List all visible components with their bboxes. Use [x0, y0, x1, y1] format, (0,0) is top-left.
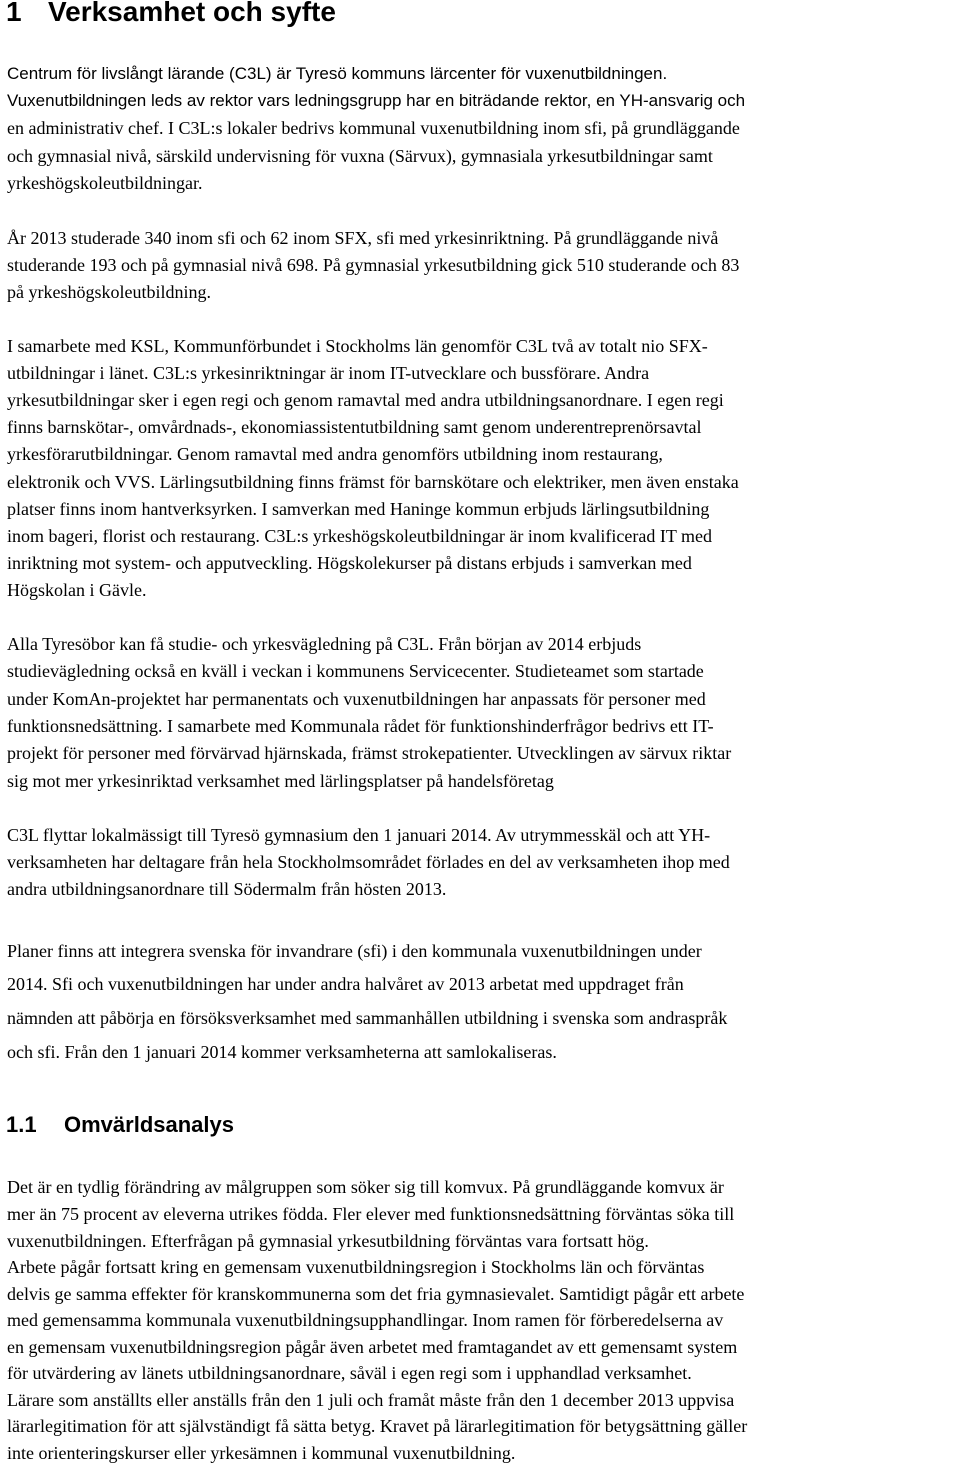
text-line: projekt för personer med förvärvad hjärnskada, främst strokepatienter. Utvecklingen av särvux riktar	[7, 743, 732, 763]
text-line: 2014. Sfi och vuxenutbildningen har under andra halvåret av 2013 arbetat med uppdraget från	[7, 974, 684, 994]
text-line: mer än 75 procent av eleverna utrikes födda. Fler elever med funktionsnedsättning förväntas söka till	[7, 1204, 735, 1224]
section-number: 1	[6, 0, 22, 27]
section-heading-1	[6, 0, 336, 30]
section-number: 1.1	[6, 1112, 37, 1137]
text-line: en administrativ chef. I C3L:s lokaler bedrivs kommunal vuxenutbildning inom sfi, på grundläggande	[7, 118, 740, 138]
text-line: inte orienteringskurser eller yrkesämnen i kommunal vuxenutbildning.	[7, 1443, 516, 1463]
text-line: Centrum för livslångt lärande (C3L) är Tyresö kommuns lärcenter för vuxenutbildningen.	[7, 64, 668, 83]
text-line: sig mot mer yrkesinriktad verksamhet med lärlingsplatser på handelsföretag	[7, 771, 554, 791]
text-line: inom bageri, florist och restaurang. C3L:s yrkeshögskoleutbildningar är inom kvalificerad IT med	[7, 526, 712, 546]
text-line: yrkesförarutbildningar. Genom ramavtal med andra genomförs utbildning inom restaurang,	[7, 444, 663, 464]
text-line: Lärare som anställts eller anställs från den 1 juli och framåt måste från den 1 december 2013 uppvisa	[7, 1390, 735, 1410]
text-line: nämnden att påbörja en försöksverksamhet med sammanhållen utbildning i svenska som andraspråk	[7, 1008, 728, 1028]
text-line: Planer finns att integrera svenska för invandrare (sfi) i den kommunala vuxenutbildningen under	[7, 941, 702, 961]
text-line: yrkeshögskoleutbildningar.	[7, 173, 203, 193]
text-line: på yrkeshögskoleutbildning.	[7, 282, 211, 302]
section-heading-1-1	[6, 1110, 234, 1140]
text-line: lärarlegitimation för att självständigt få sätta betyg. Kravet på lärarlegitimation för betygsättning gäller	[7, 1416, 748, 1436]
text-line: Arbete pågår fortsatt kring en gemensam vuxenutbildningsregion i Stockholms län och förväntas	[7, 1257, 705, 1277]
text-line: studievägledning också en kväll i veckan i kommunens Servicecenter. Studieteamet som startade	[7, 661, 704, 681]
text-line: elektronik och VVS. Lärlingsutbildning finns främst för barnskötare och elektriker, men även enstaka	[7, 472, 739, 492]
text-line: delvis ge samma effekter för kranskommunerna som det fria gymnasievalet. Samtidigt pågår ett arbete	[7, 1284, 745, 1304]
text-line: Alla Tyresöbor kan få studie- och yrkesvägledning på C3L. Från början av 2014 erbjuds	[7, 634, 642, 654]
text-line: utbildningar i länet. C3L:s yrkesinriktningar är inom IT-utvecklare och bussförare. Andra	[7, 363, 650, 383]
text-line: finns barnskötar-, omvårdnads-, ekonomiassistentutbildning samt genom underentreprenörsavtal	[7, 417, 702, 437]
text-line: under KomAn-projektet har permanentats och vuxenutbildningen har anpassats för personer med	[7, 689, 706, 709]
text-line: funktionsnedsättning. I samarbete med Kommunala rådet för funktionshinderfrågor bedrivs ett IT-	[7, 716, 714, 736]
text-line: vuxenutbildningen. Efterfrågan på gymnasial yrkesutbildning förväntas vara fortsatt hög.	[7, 1231, 649, 1251]
text-line: en gemensam vuxenutbildningsregion pågår även arbetet med framtagandet av ett gemensamt system	[7, 1337, 738, 1357]
text-line: inriktning mot system- och apputveckling. Högskolekurser på distans erbjuds i samverkan med	[7, 553, 692, 573]
text-line: platser finns inom hantverksyrken. I samverkan med Haninge kommun erbjuds lärlingsutbildning	[7, 499, 710, 519]
text-line: och sfi. Från den 1 januari 2014 kommer verksamheterna att samlokaliseras.	[7, 1042, 557, 1062]
text-line: År 2013 studerade 340 inom sfi och 62 inom SFX, sfi med yrkesinriktning. På grundläggande nivå	[7, 228, 719, 248]
text-line: C3L flyttar lokalmässigt till Tyresö gymnasium den 1 januari 2014. Av utrymmesskäl och att YH-	[7, 825, 711, 845]
text-line: andra utbildningsanordnare till Södermalm från hösten 2013.	[7, 879, 447, 899]
text-line: för utvärdering av länets utbildningsanordnare, såväl i egen regi som i upphandlad verksamhet.	[7, 1363, 692, 1383]
section-title: Verksamhet och syfte	[48, 0, 336, 27]
text-line: med gemensamma kommunala vuxenutbildningsupphandlingar. Inom ramen för förberedelserna av	[7, 1310, 724, 1330]
text-line: studerande 193 och på gymnasial nivå 698. På gymnasial yrkesutbildning gick 510 studerande och 83	[7, 255, 740, 275]
text-line: Vuxenutbildningen leds av rektor vars ledningsgrupp har en biträdande rektor, en YH-ansvarig och	[7, 91, 746, 110]
text-line: Det är en tydlig förändring av målgruppen som söker sig till komvux. På grundläggande komvux är	[7, 1177, 724, 1197]
text-line: och gymnasial nivå, särskild undervisning för vuxna (Särvux), gymnasiala yrkesutbildningar samt	[7, 146, 713, 166]
text-line: Högskolan i Gävle.	[7, 580, 147, 600]
text-line: yrkesutbildningar sker i egen regi och genom ramavtal med andra utbildningsanordnare. I egen regi	[7, 390, 724, 410]
text-line: verksamheten har deltagare från hela Stockholmsområdet förlades en del av verksamheten ihop med	[7, 852, 730, 872]
section-title: Omvärldsanalys	[64, 1112, 234, 1137]
text-line: I samarbete med KSL, Kommunförbundet i Stockholms län genomför C3L två av totalt nio SFX-	[7, 336, 708, 356]
